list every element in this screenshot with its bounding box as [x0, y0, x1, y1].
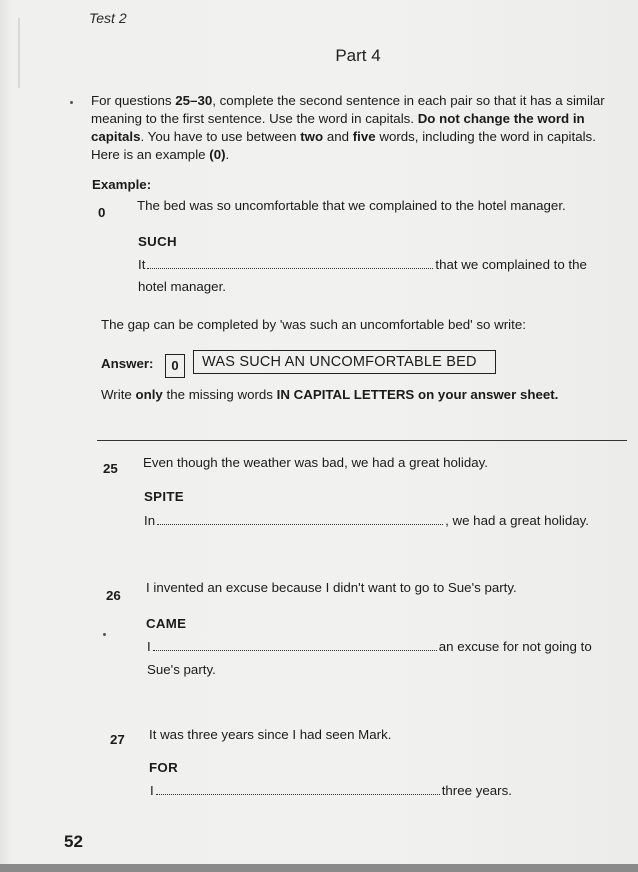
example-dotted-gap [147, 258, 433, 269]
page-title: Part 4 [335, 46, 381, 65]
test-label: Test 2 [89, 10, 127, 26]
answer-number-box: 0 [165, 354, 185, 378]
question-gap-line-end: Sue's party. [147, 662, 216, 677]
answer-gap[interactable] [156, 784, 440, 795]
example-keyword: SUCH [138, 234, 177, 249]
gap-note: The gap can be completed by 'was such an uncomfortable bed' so write: [101, 317, 526, 332]
instructions: For questions 25–30, complete the second sentence in each pair so that it has a similar meaning to the first sentence. Use the word in capitals. Do not change the word in capitals. You have to use between two and five words, including the word in capitals. Here is an example (0). [91, 93, 605, 162]
question-keyword: FOR [149, 760, 178, 775]
example-gap-line: It that we complained to the [138, 257, 587, 272]
question-keyword: SPITE [144, 489, 184, 504]
answer-gap[interactable] [153, 640, 437, 651]
example-heading: Example: [92, 177, 152, 192]
bullet-mark [70, 101, 73, 104]
question-number: 26 [106, 588, 121, 603]
example-gap-line-end: hotel manager. [138, 279, 226, 294]
example-number: 0 [98, 205, 106, 220]
question-sentence: I invented an excuse because I didn't want to go to Sue's party. [146, 580, 517, 595]
question-number: 25 [103, 461, 118, 476]
question-gap-line: In , we had a great holiday. [144, 513, 589, 528]
example-sentence: The bed was so uncomfortable that we complained to the hotel manager. [137, 198, 566, 213]
page-number: 52 [64, 832, 83, 851]
section-divider [97, 440, 627, 441]
question-number: 27 [110, 732, 125, 747]
question-gap-line: I three years. [150, 783, 512, 798]
question-gap-line: I an excuse for not going to [147, 639, 592, 654]
question-sentence: Even though the weather was bad, we had a great holiday. [143, 455, 488, 470]
scan-bottom-edge [0, 864, 638, 872]
answer-box: WAS SUCH AN UNCOMFORTABLE BED [193, 350, 496, 374]
answer-label: Answer: [101, 356, 154, 371]
bullet-mark [103, 633, 106, 636]
write-instruction: Write only the missing words IN CAPITAL LETTERS on your answer sheet. [101, 387, 559, 402]
question-sentence: It was three years since I had seen Mark. [149, 727, 392, 742]
answer-gap[interactable] [157, 514, 443, 525]
question-keyword: CAME [146, 616, 187, 631]
